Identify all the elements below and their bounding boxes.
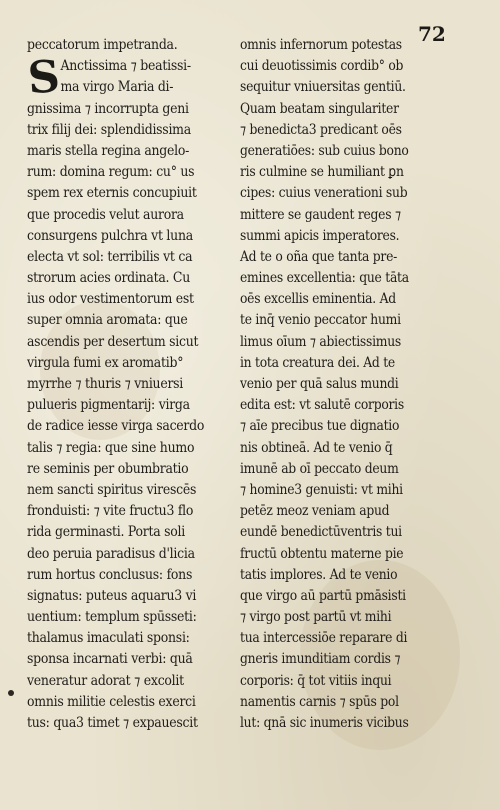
text-line: deo peruia paradisus d'licia [27,545,195,562]
text-line: namentis carnis ⁊ spūs pol [240,693,399,710]
text-line: corporis: q̄ tot vitiis inqui [240,672,392,689]
text-line: veneratur adorat ⁊ excolit [27,672,184,689]
text-line: rum: domina regum: cu° us [27,164,195,181]
text-line: re seminis per obumbratio [27,460,189,477]
text-line: eundē benedictūventris tui [240,524,402,541]
text-line: virgula fumi ex aromatib° [27,354,184,371]
text-line: uentium: templum spūsseti: [27,609,197,626]
text-line: rida germinasti. Porta soli [27,524,185,541]
text-line: que virgo aū partū pmāsisti [240,587,406,604]
text-line: gnissima ⁊ incorrupta geni [27,100,189,117]
right-text-column [240,35,458,734]
text-line: ⁊ aīe precibus tue dignatio [240,418,400,435]
text-line: signatus: puteus aquaru3 vi [27,587,197,604]
text-line: nem sancti spiritus virescēs [27,481,197,498]
folio-number: 72 [418,22,446,46]
margin-mark [8,690,14,696]
text-line: consurgens pulchra vt luna [27,227,193,244]
text-line: petēz meoz veniam apud [240,503,390,520]
text-line: ma virgo Maria di- [60,79,174,96]
text-line: thalamus imaculati sponsi: [27,630,190,647]
text-line: edita est: vt salutē corporis [240,397,404,414]
text-line: strorum acies ordinata. Cu [27,270,191,287]
text-line: emines excellentia: que tāta [240,270,409,287]
text-line: ris culmine se humiliant ꝑn [240,164,404,181]
text-line: te inq̄ venio peccator humi [240,312,401,329]
text-line: tus: qua3 timet ⁊ expauescit [27,715,198,731]
text-line: summi apicis imperatores. [240,227,400,244]
text-line: trix filij dei: splendidissima [27,121,191,138]
text-line: nis obtineā. Ad te venio q̄ [240,439,393,456]
text-line: ⁊ homine3 genuisti: vt mihi [240,481,403,498]
text-line: que procedis velut aurora [27,206,184,223]
text-line: venio per quā salus mundi [240,376,399,392]
text-line: Anctissima ⁊ beatissi- [60,58,191,75]
left-text-column [27,35,235,734]
text-line: sequitur vniuersitas gentiū. [240,79,406,96]
text-line: lut: qnā sic inumeris vicibus [240,715,409,731]
text-line: de radice iesse virga sacerdo [27,418,205,435]
text-line: ⁊ benedicta3 predicant oēs [240,121,402,138]
text-line: oēs excellis eminentia. Ad [240,291,396,308]
text-line: tatis implores. Ad te venio [240,566,398,583]
text-line: fronduisti: ⁊ vite fructu3 flo [27,503,194,520]
text-line: spem rex eternis concupiuit [27,185,197,202]
text-line: ⁊ virgo post partū vt mihi [240,609,392,626]
text-line: imunē ab oī peccato deum [240,460,399,477]
text-line: tua intercessiōe reparare di [240,630,408,647]
text-line: mittere se gaudent reges ⁊ [240,206,401,223]
text-line: Ad te o oña que tanta pre- [240,248,398,265]
text-line: maris stella regina angelo- [27,142,190,159]
text-line: peccatorum impetranda. [27,37,178,53]
text-line: ius odor vestimentorum est [27,291,194,308]
text-line: pulueris pigmentarij: virga [27,397,190,414]
text-line: omnis infernorum potestas [240,37,402,53]
drop-cap-initial: S [26,51,62,105]
text-line: gneris imunditiam cordis ⁊ [240,651,401,668]
text-line: limus oīum ⁊ abiectissimus [240,333,401,350]
text-line: cipes: cuius venerationi sub [240,185,408,202]
text-line: sponsa incarnati verbi: quā [27,651,193,668]
text-line: Quam beatam singulariter [240,100,399,117]
text-line: talis ⁊ regia: que sine humo [27,439,195,456]
text-line: generatiōes: sub cuius bono [240,142,409,159]
text-line: myrrhe ⁊ thuris ⁊ vniuersi [27,376,184,392]
text-line: omnis militie celestis exerci [27,693,196,710]
text-line: electa vt sol: terribilis vt ca [27,248,193,265]
text-line: rum hortus conclusus: fons [27,566,193,583]
text-line: super omnia aromata: que [27,312,188,329]
text-line: cui deuotissimis cordib° ob [240,58,404,75]
text-line: fructū obtentu materne pie [240,545,404,562]
text-line: in tota creatura dei. Ad te [240,354,395,371]
text-line: ascendis per desertum sicut [27,333,199,350]
